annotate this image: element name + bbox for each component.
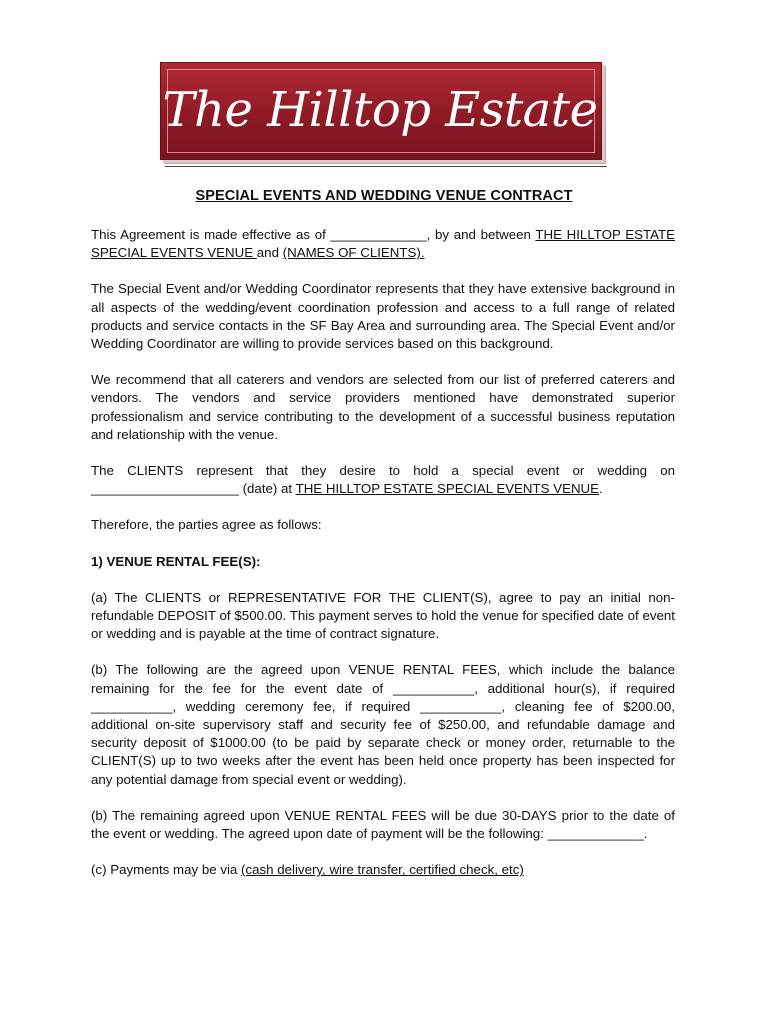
header-divider bbox=[165, 166, 607, 167]
clause-b-fees: (b) The following are the agreed upon VENUE RENTAL FEES, which include the balance remaining for the fee for the event date of ___________, additional hour(s), if required ___________, wedding ceremony fee, if required ___________, cleaning fee of $200.00, additional on-site supervisory staff and security fee of $250.00, and refundable damage and security deposit of $1000.00 (to be paid by separate check or money order, returnable to the CLIENT(S) up to two weeks after the event has been held once property has been inspected for any potential damage from special event or wedding). bbox=[91, 662, 675, 787]
clause-c-payments bbox=[91, 861, 675, 879]
clause-b-due-date: (b) The remaining agreed upon VENUE RENTAL FEES will be due 30-DAYS prior to the date of the event or wedding. The agreed upon date of payment will be the following: _____________. bbox=[91, 807, 675, 842]
client-names: (NAMES OF CLIENTS). bbox=[282, 245, 425, 261]
venue-name-2: THE HILLTOP ESTATE SPECIAL EVENTS VENUE bbox=[295, 481, 600, 497]
agreement-text: This Agreement is made effective as of _____________, by and between bbox=[91, 227, 536, 242]
document-title: SPECIAL EVENTS AND WEDDING VENUE CONTRACT bbox=[195, 188, 573, 204]
paragraph-therefore: Therefore, the parties agree as follows: bbox=[91, 517, 322, 533]
logo-text: The Hilltop Estate bbox=[162, 82, 598, 138]
and-text: and bbox=[256, 245, 283, 261]
logo bbox=[160, 62, 606, 164]
paragraph-agreement bbox=[91, 226, 675, 262]
payment-methods: (cash delivery, wire transfer, certified check, etc) bbox=[241, 862, 524, 878]
payments-text: (c) Payments may be via bbox=[91, 862, 242, 878]
section-heading-venue-rental-fees: 1) VENUE RENTAL FEE(S): bbox=[91, 553, 261, 569]
document-body bbox=[91, 226, 675, 897]
paragraph-coordinator: The Special Event and/or Wedding Coordinator represents that they have extensive background in all aspects of the wedding/event coordination profession and access to a full range of related products and service contacts in the SF Bay Area and surrounding area. The Special Event and/or Wedding Coordinator are willing to provide services based on this background. bbox=[91, 281, 675, 352]
paragraph-vendors: We recommend that all caterers and vendors are selected from our list of preferred caterers and vendors. The vendors and service providers mentioned have demonstrated superior professionalism and service contributing to the development of a successful business reputation and relationship with the venue. bbox=[91, 372, 675, 442]
venue-name: THE HILLTOP ESTATE SPECIAL EVENTS VENUE bbox=[91, 227, 676, 261]
paragraph-clients bbox=[91, 462, 675, 498]
clients-end: . bbox=[599, 481, 603, 497]
clients-text: The CLIENTS represent that they desire to hold a special event or wedding on ____________________ (date) at bbox=[91, 463, 675, 497]
clause-a-deposit: (a) The CLIENTS or REPRESENTATIVE FOR THE CLIENT(S), agree to pay an initial non-refundable DEPOSIT of $500.00. This payment serves to hold the venue for specified date of event or wedding and is payable at the time of contract signature. bbox=[91, 589, 675, 642]
